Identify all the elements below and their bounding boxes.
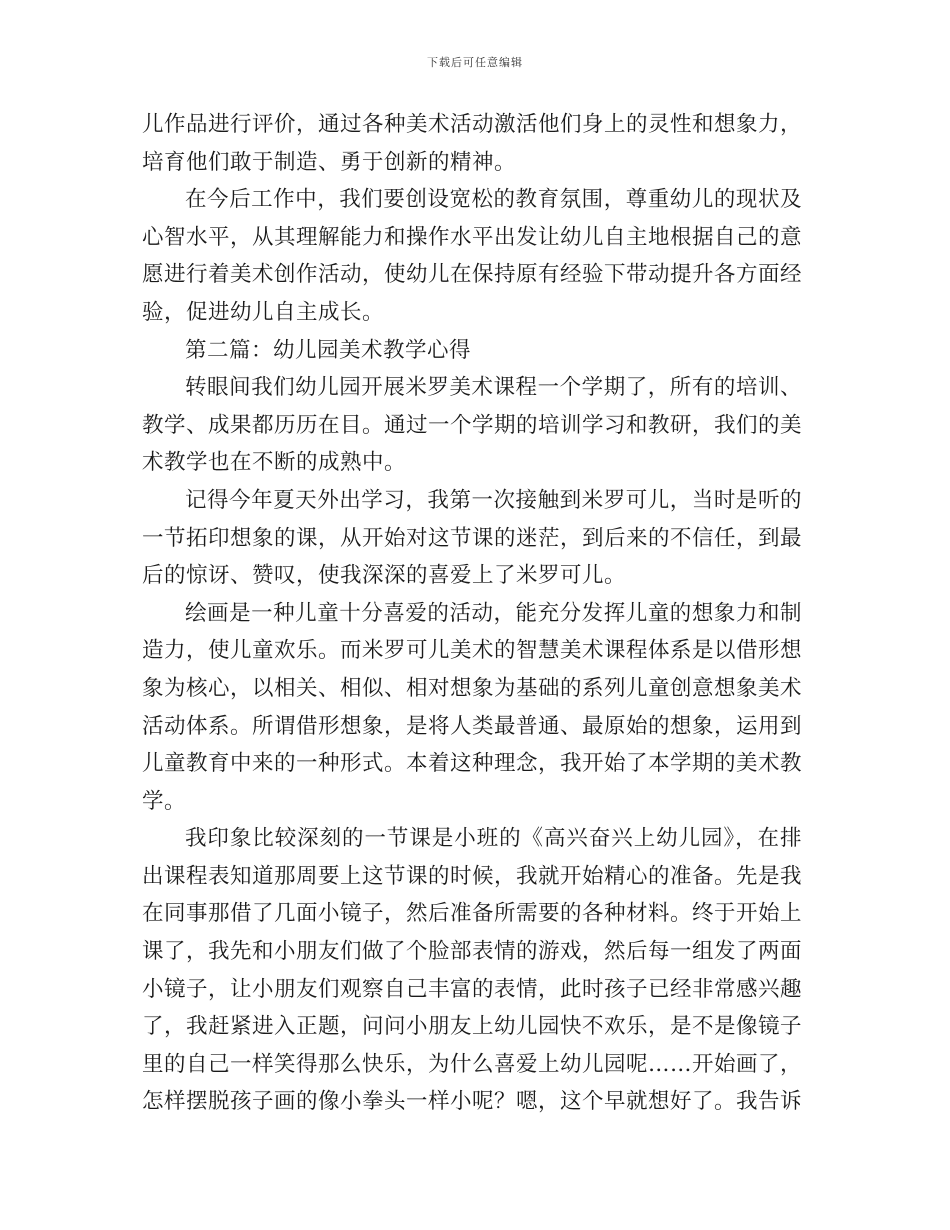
paragraph: 转眼间我们幼儿园开展米罗美术课程一个学期了，所有的培训、教学、成果都历历在目。通过一个学期的培训学习和教研，我们的美术教学也在不断的成熟中。: [142, 375, 803, 476]
paragraph: 在今后工作中，我们要创设宽松的教育氛围，尊重幼儿的现状及心智水平，从其理解能力和操作水平出发让幼儿自主地根据自己的意愿进行着美术创作活动，使幼儿在保持原有经验下带动提升各方面经验，促进幼儿自主成长。: [142, 187, 803, 325]
header-note: 下载后可任意编辑: [427, 56, 523, 69]
section-heading: 第二篇：幼儿园美术教学心得: [185, 337, 472, 363]
paragraph-continuation: 儿作品进行评价，通过各种美术活动激活他们身上的灵性和想象力，培育他们敢于制造、勇于创新的精神。: [142, 112, 803, 175]
paragraph: 我印象比较深刻的一节课是小班的《高兴奋兴上幼儿园》，在排出课程表知道那周要上这节课的时候，我就开始精心的准备。先是我在同事那借了几面小镜子，然后准备所需要的各种材料。终于开始上课了，我先和小朋友们做了个脸部表情的游戏，然后每一组发了两面小镜子，让小朋友们观察自己丰富的表情，此时孩子已经非常感兴趣了，我赶紧进入正题，问问小朋友上幼儿园快不欢乐，是不是像镜子里的自己一样笑得那么快乐，为什么喜爱上幼儿园呢……开始画了，怎样摆脱孩子画的像小拳头一样小呢？嗯，这个早就想好了。我告诉: [142, 826, 803, 1115]
document-body: [142, 106, 802, 1121]
paragraph: 记得今年夏天外出学习，我第一次接触到米罗可儿，当时是听的一节拓印想象的课，从开始对这节课的迷茫，到后来的不信任，到最后的惊讶、赞叹，使我深深的喜爱上了米罗可儿。: [142, 487, 803, 589]
paragraph: 绘画是一种儿童十分喜爱的活动，能充分发挥儿童的想象力和制造力，使儿童欢乐。而米罗可儿美术的智慧美术课程体系是以借形想象为核心，以相关、相似、相对想象为基础的系列儿童创意想象美术活动体系。所谓借形想象，是将人类最普通、最原始的想象，运用到儿童教育中来的一种形式。本着这种理念，我开始了本学期的美术教学。: [142, 600, 803, 814]
